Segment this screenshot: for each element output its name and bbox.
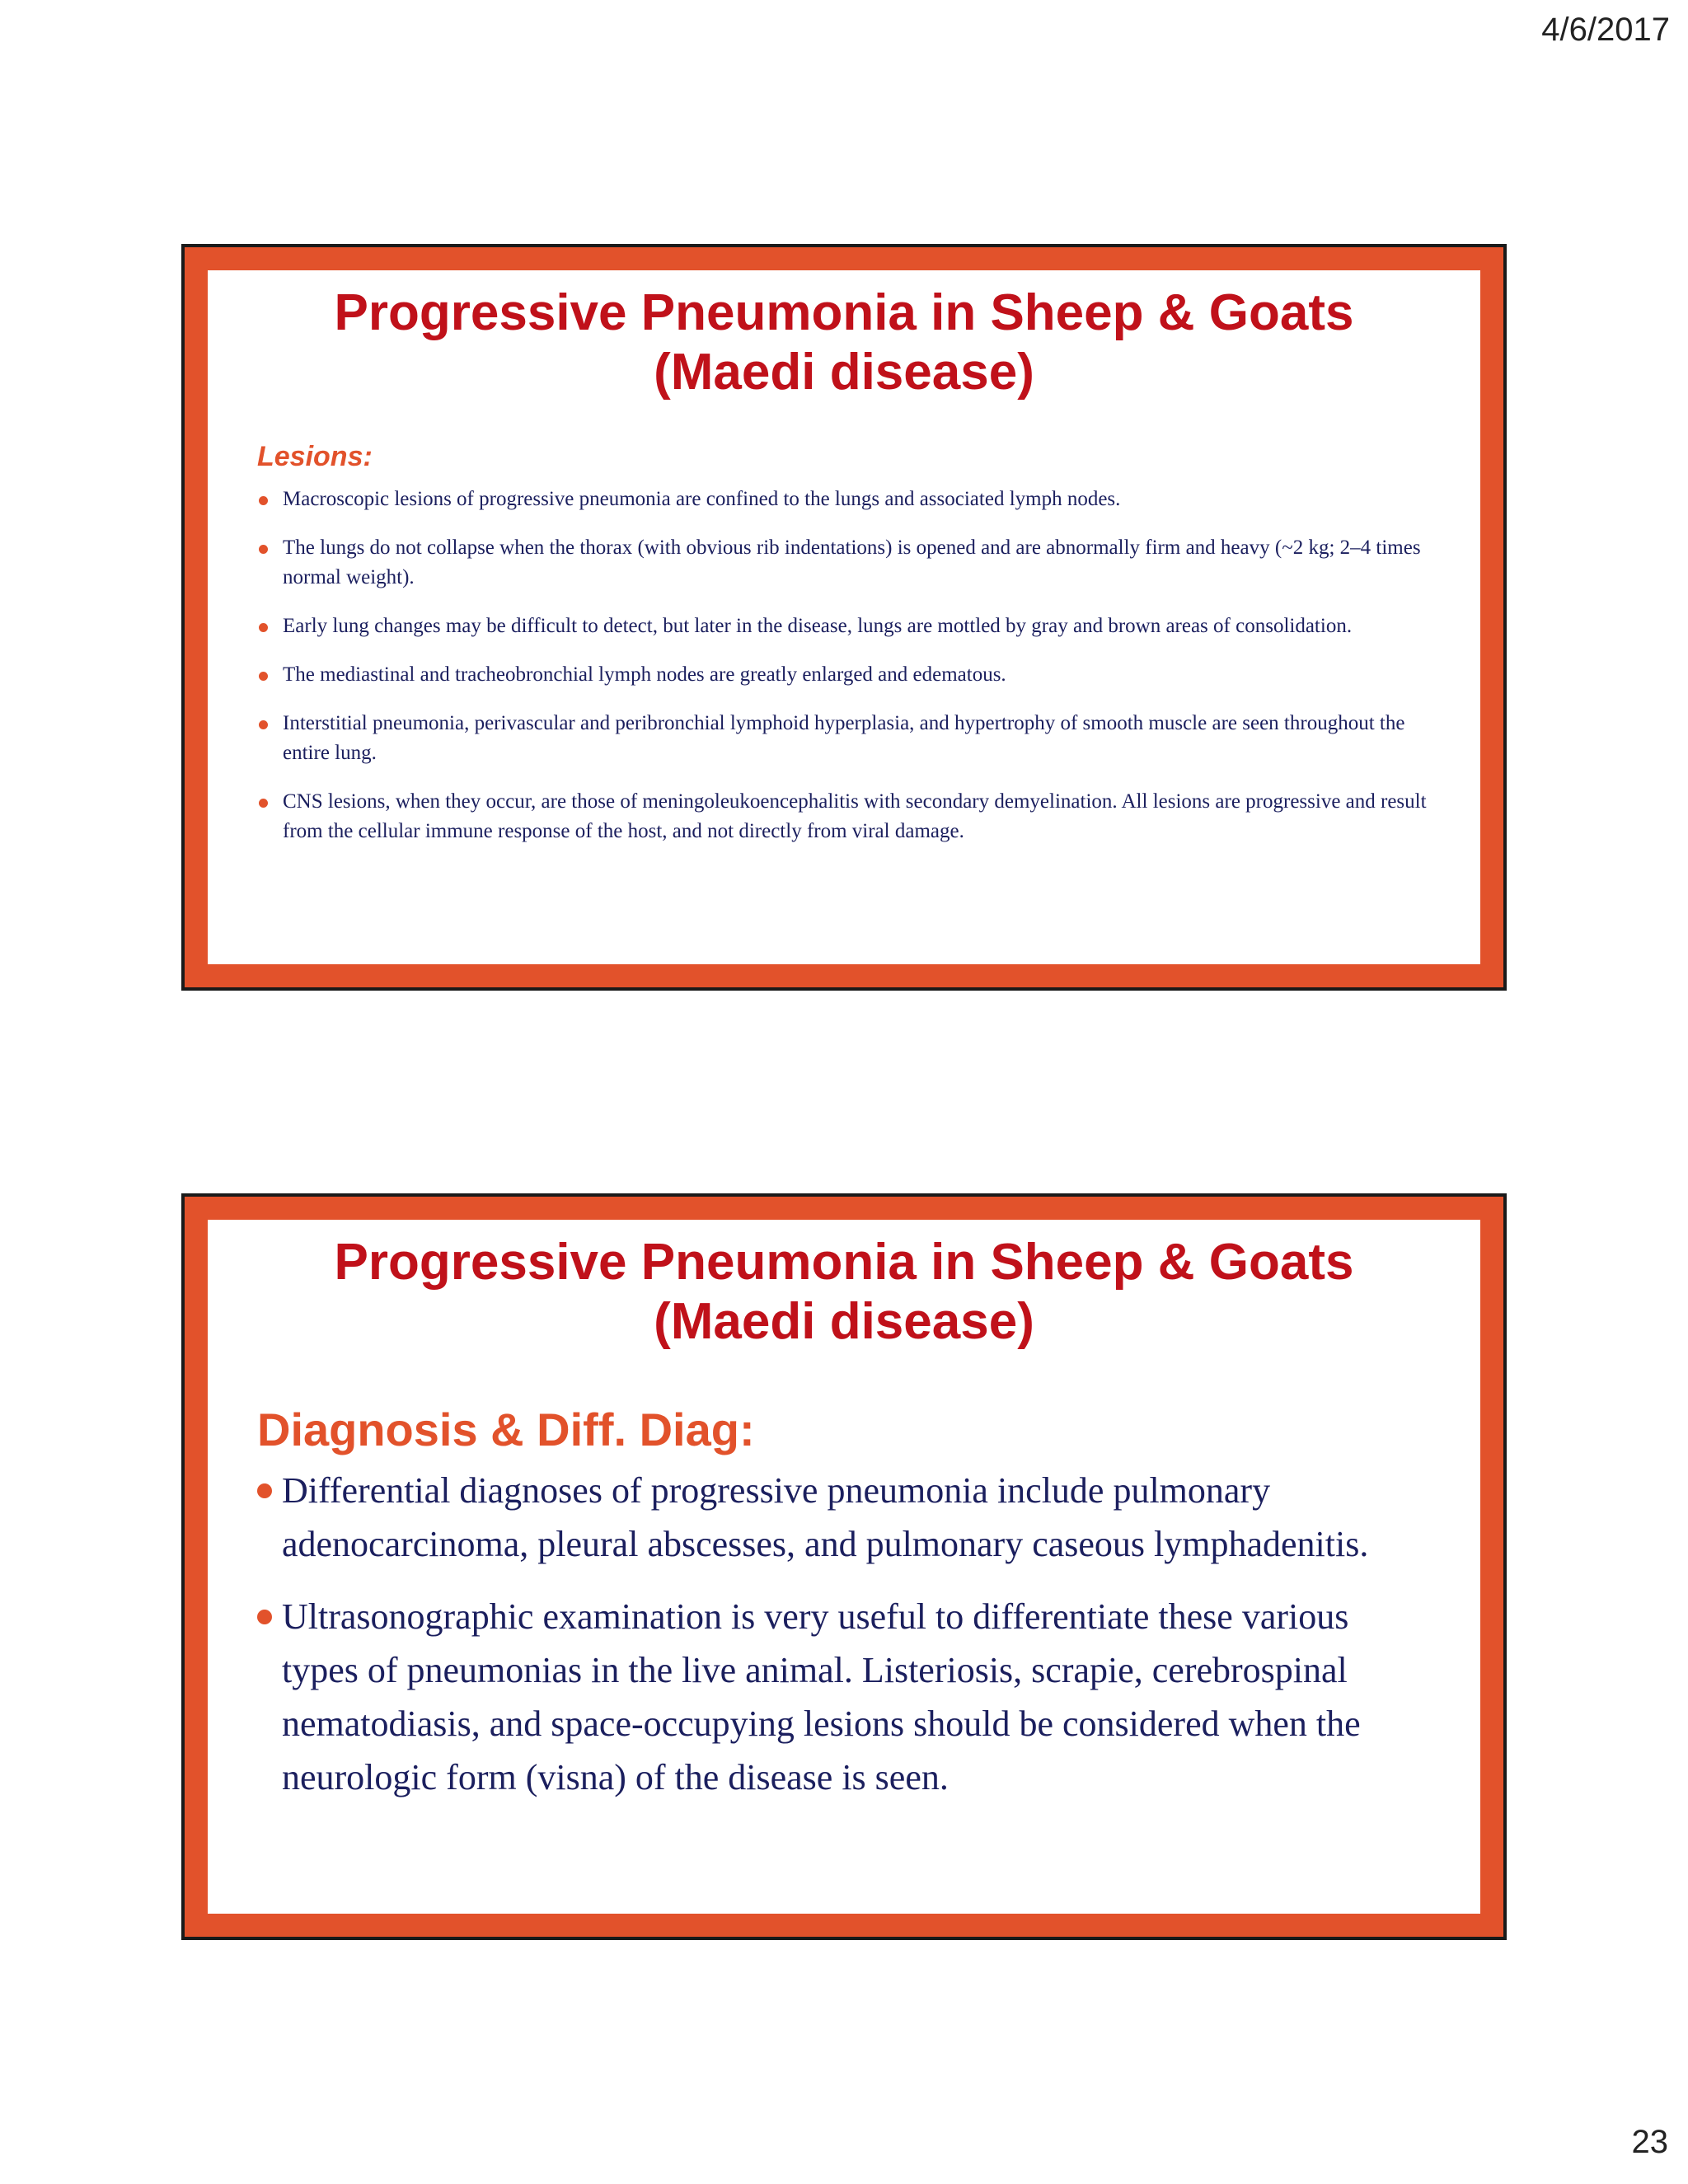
- slide-title-line-1: Progressive Pneumonia in Sheep & Goats: [334, 284, 1354, 341]
- slide-title: [257, 284, 1431, 402]
- bullet-list: [257, 485, 1431, 846]
- bullet-item: The lungs do not collapse when the thorax (with obvious rib indentations) is opened and are abnormally firm and heavy (~2 kg; 2–4 times normal weight).: [257, 533, 1431, 593]
- slide-diagnosis: [181, 1193, 1507, 1940]
- slide-title: [257, 1233, 1431, 1352]
- bullet-item: Macroscopic lesions of progressive pneumonia are confined to the lungs and associated lymph nodes.: [257, 485, 1431, 514]
- slide-title-line-2: (Maedi disease): [654, 344, 1034, 401]
- bullet-item: The mediastinal and tracheobronchial lymph nodes are greatly enlarged and edematous.: [257, 660, 1431, 690]
- slide-title-line-1: Progressive Pneumonia in Sheep & Goats: [334, 1234, 1354, 1291]
- page-number: 23: [1631, 2124, 1668, 2160]
- bullet-item: Interstitial pneumonia, perivascular and peribronchial lymphoid hyperplasia, and hypertrophy of smooth muscle are seen throughout the entire lung.: [257, 709, 1431, 768]
- bullet-item: Differential diagnoses of progressive pneumonia include pulmonary adenocarcinoma, pleural abscesses, and pulmonary caseous lymphadenitis.: [257, 1464, 1431, 1571]
- bullet-item: Ultrasonographic examination is very useful to differentiate these various types of pneumonias in the live animal. Listeriosis, scrapie, cerebrospinal nematodiasis, and space-occupying lesions should be considered when the neurologic form (visna) of the disease is seen.: [257, 1590, 1431, 1804]
- slide-content: [208, 270, 1480, 964]
- bullet-list: [257, 1464, 1431, 1804]
- bullet-item: Early lung changes may be difficult to detect, but later in the disease, lungs are mottled by gray and brown areas of consolidation.: [257, 612, 1431, 641]
- section-heading-lesions: Lesions:: [257, 441, 373, 472]
- slide-lesions: [181, 244, 1507, 991]
- section-heading-diagnosis: Diagnosis & Diff. Diag:: [257, 1404, 755, 1455]
- bullet-item: CNS lesions, when they occur, are those of meningoleukoencephalitis with secondary demyelination. All lesions are progressive and result from the cellular immune response of the host, and not directly from viral damage.: [257, 787, 1431, 846]
- page-date: 4/6/2017: [1541, 12, 1670, 48]
- slide-title-line-2: (Maedi disease): [654, 1293, 1034, 1350]
- slide-content: [208, 1220, 1480, 1914]
